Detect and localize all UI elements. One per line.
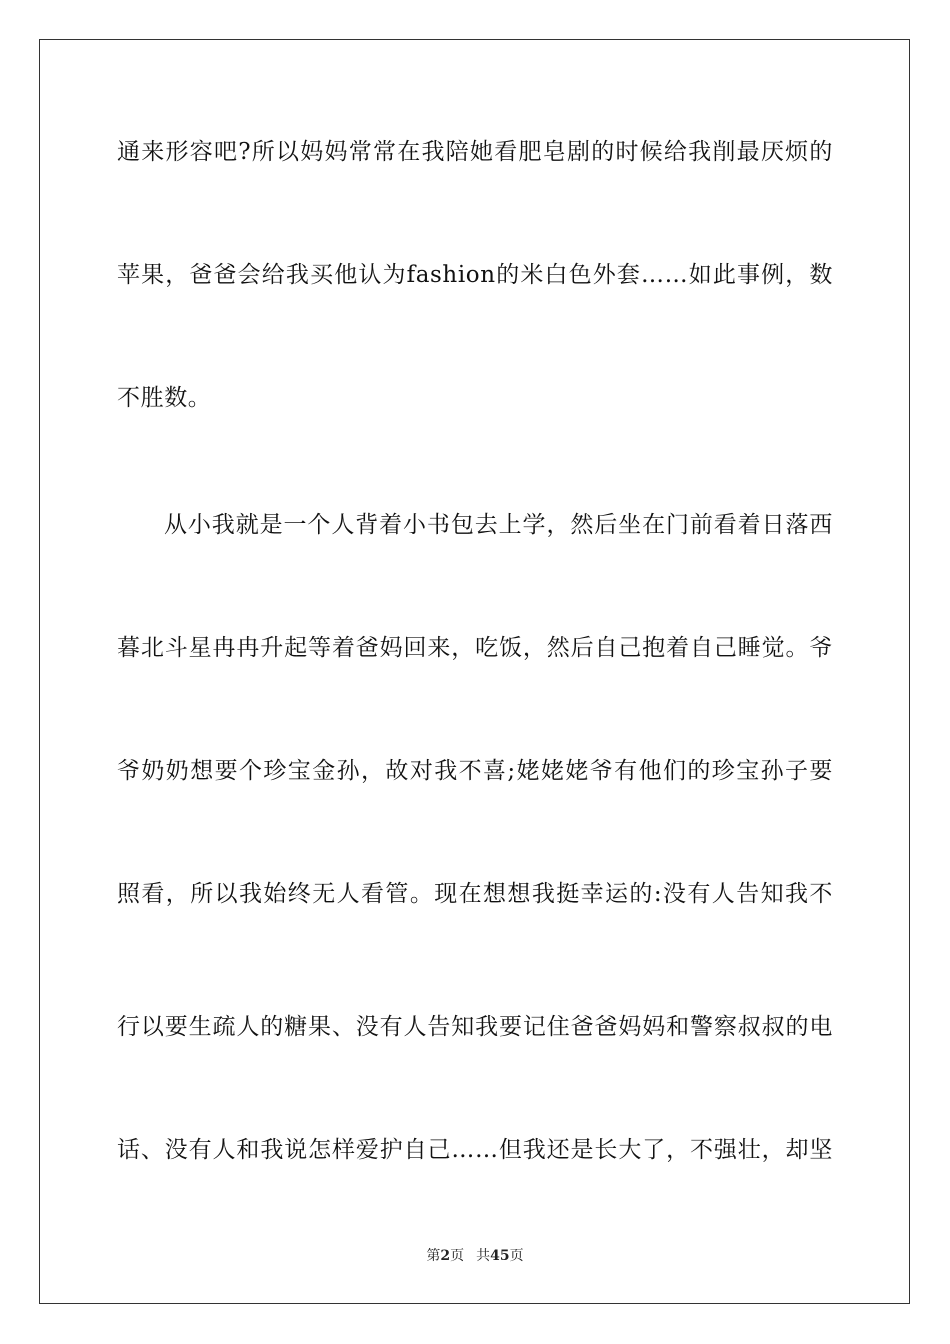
- total-prefix: 共: [476, 1248, 491, 1264]
- page-suffix: 页: [450, 1248, 465, 1264]
- page-number: 2: [440, 1248, 451, 1264]
- text-line-1: 通来形容吧?所以妈妈常常在我陪她看肥皂剧的时候给我削最厌烦的: [117, 139, 833, 165]
- text-line-4: 从小我就是一个人背着小书包去上学，然后坐在门前看着日落西: [164, 512, 833, 538]
- text-line-3: 不胜数。: [117, 385, 212, 411]
- page-border: [39, 39, 910, 1304]
- text-line-2: 苹果，爸爸会给我买他认为fashion的米白色外套……如此事例，数: [117, 262, 833, 288]
- total-suffix: 页: [509, 1248, 524, 1264]
- text-line-9: 话、没有人和我说怎样爱护自己……但我还是长大了，不强壮，却坚: [117, 1137, 833, 1163]
- page-prefix: 第: [426, 1248, 441, 1264]
- page-footer: [0, 1247, 950, 1265]
- text-line-7: 照看，所以我始终无人看管。现在想想我挺幸运的:没有人告知我不: [117, 881, 833, 907]
- text-line-8: 行以要生疏人的糖果、没有人告知我要记住爸爸妈妈和警察叔叔的电: [117, 1014, 833, 1040]
- text-line-6: 爷奶奶想要个珍宝金孙，故对我不喜;姥姥姥爷有他们的珍宝孙子要: [117, 758, 833, 784]
- text-line-5: 暮北斗星冉冉升起等着爸妈回来，吃饭，然后自己抱着自己睡觉。爷: [117, 635, 833, 661]
- total-pages: 45: [490, 1248, 510, 1264]
